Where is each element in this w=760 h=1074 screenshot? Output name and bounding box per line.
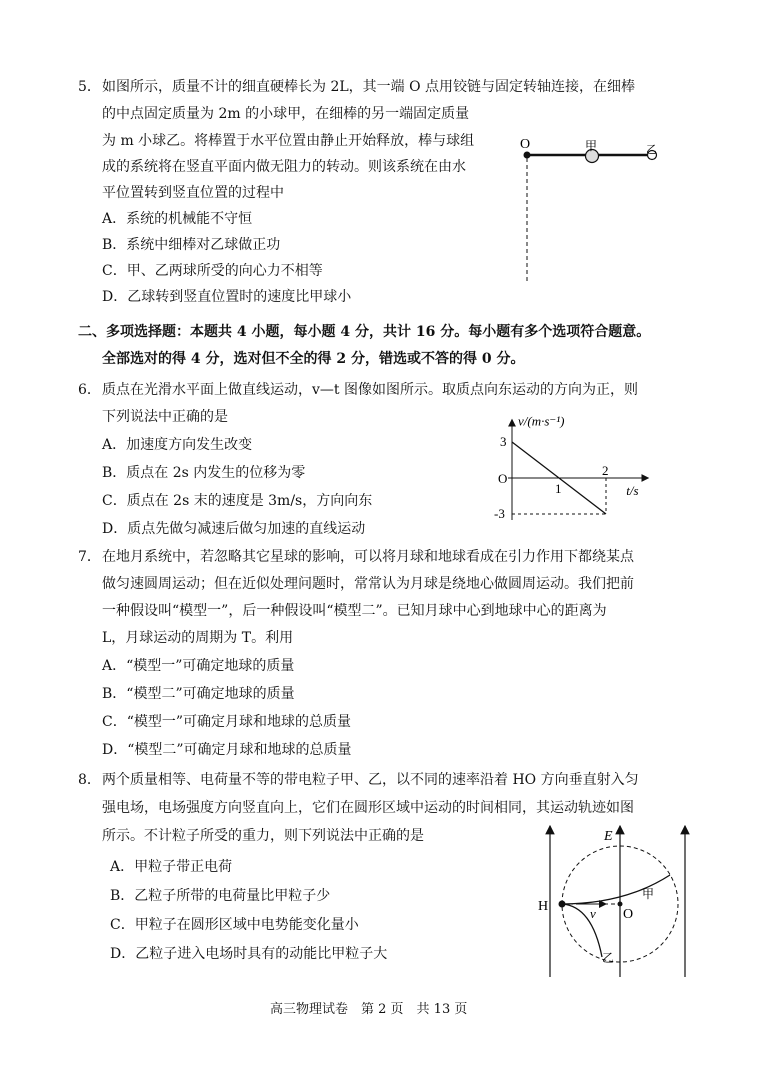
q5-option-b: B．系统中细棒对乙球做正功: [102, 237, 281, 253]
section2-scoring: 全部选对的得 4 分，选对但不全的得 2 分，错选或不答的得 0 分。: [102, 351, 525, 367]
q8-label-o: O: [623, 907, 634, 922]
vt-y-tick-label-bottom: -3: [494, 506, 505, 521]
vt-x-axis-label: t/s: [626, 483, 639, 498]
q5-option-d: D．乙球转到竖直位置时的速度比甲球小: [102, 289, 352, 305]
q5-rod-figure: [510, 128, 680, 288]
q5-stem-line2: 的中点固定质量为 2m 的小球甲，在细棒的另一端固定质量: [102, 106, 470, 122]
q8-number: 8．: [78, 772, 101, 788]
q5-stem-line1: 如图所示，质量不计的细直硬棒长为 2L，其一端 O 点用铰链与固定转轴连接，在细棒: [102, 79, 636, 95]
q8-stem-line3: 所示。不计粒子所受的重力，则下列说法中正确的是: [102, 828, 424, 844]
q8-option-d: D．乙粒子进入电场时具有的动能比甲粒子大: [110, 946, 388, 962]
q8-field-figure: [530, 822, 695, 980]
q5-option-a: A．系统的机械能不守恒: [102, 211, 253, 227]
vt-x-tick-label-1: 1: [555, 481, 562, 496]
q7-option-a: A．“模型一”可确定地球的质量: [102, 658, 295, 674]
q5-option-c: C．甲、乙两球所受的向心力不相等: [102, 263, 323, 279]
vt-origin-label: O: [498, 471, 508, 486]
q8-option-a: A．甲粒子带正电荷: [110, 859, 233, 875]
q7-option-c: C．“模型一”可确定月球和地球的总质量: [102, 714, 352, 730]
q8-label-h: H: [538, 899, 549, 914]
vt-x-tick-label-2: 2: [602, 463, 609, 478]
q6-vt-chart: [490, 402, 665, 542]
q5-number: 5．: [78, 79, 101, 95]
q6-option-d: D．质点先做匀减速后做匀加速的直线运动: [102, 521, 366, 537]
q7-option-b: B．“模型二”可确定地球的质量: [102, 686, 295, 702]
q8-label-jia: 甲: [642, 887, 655, 901]
q7-stem-line3: 一种假设叫“模型一”，后一种假设叫“模型二”。已知月球中心到地球中心的距离为: [102, 603, 607, 619]
q8-point-o: [618, 902, 623, 907]
q7-stem-line2: 做匀速圆周运动；但在近似处理问题时，常常认为月球是绕地心做圆周运动。我们把前: [102, 576, 634, 592]
vt-y-tick-label-top: 3: [500, 434, 507, 449]
q5-pivot: [524, 152, 531, 159]
q6-option-b: B．质点在 2s 内发生的位移为零: [102, 465, 306, 481]
vt-y-axis-label: v/(m·s⁻¹): [518, 413, 565, 429]
q5-stem-line4: 成的系统将在竖直平面内做无阻力的转动。则该系统在由水: [102, 159, 466, 175]
q6-number: 6．: [78, 382, 101, 398]
q8-stem-line1: 两个质量相等、电荷量不等的带电粒子甲、乙，以不同的速率沿着 HO 方向垂直射入匀: [102, 772, 639, 788]
q5-stem-line3: 为 m 小球乙。将棒置于水平位置由静止开始释放，棒与球组: [102, 133, 475, 149]
q8-label-v: v: [590, 906, 596, 921]
q5-label-jia: 甲: [585, 139, 598, 153]
q7-stem-line1: 在地月系统中，若忽略其它星球的影响，可以将月球和地球看成在引力作用下都绕某点: [102, 549, 634, 565]
q6-option-c: C．质点在 2s 末的速度是 3m/s，方向向东: [102, 493, 373, 509]
q5-label-yi: 乙: [646, 144, 657, 156]
q6-stem-line2: 下列说法中正确的是: [102, 409, 228, 425]
q6-option-a: A．加速度方向发生改变: [102, 437, 253, 453]
q7-stem-line4: L，月球运动的周期为 T。利用: [102, 630, 294, 646]
q7-number: 7．: [78, 549, 101, 565]
q7-option-d: D．“模型二”可确定月球和地球的总质量: [102, 742, 352, 758]
q5-label-o: O: [520, 137, 531, 152]
q8-label-e: E: [604, 829, 613, 844]
q6-stem-line1: 质点在光滑水平面上做直线运动，v—t 图像如图所示。取质点向东运动的方向为正，则: [102, 382, 638, 398]
page-footer: 高三物理试卷 第 2 页 共 13 页: [270, 1002, 468, 1017]
q8-option-b: B．乙粒子所带的电荷量比甲粒子少: [110, 888, 331, 904]
q5-stem-line5: 平位置转到竖直位置的过程中: [102, 185, 284, 201]
q8-option-c: C．甲粒子在圆形区域中电势能变化量小: [110, 917, 359, 933]
q8-stem-line2: 强电场，电场强度方向竖直向上，它们在圆形区域中运动的时间相同，其运动轨迹如图: [102, 800, 634, 816]
section2-title: 二、多项选择题：本题共 4 小题，每小题 4 分，共计 16 分。每小题有多个选项符合题意。: [78, 324, 651, 340]
q8-label-yi: 乙: [602, 951, 615, 965]
